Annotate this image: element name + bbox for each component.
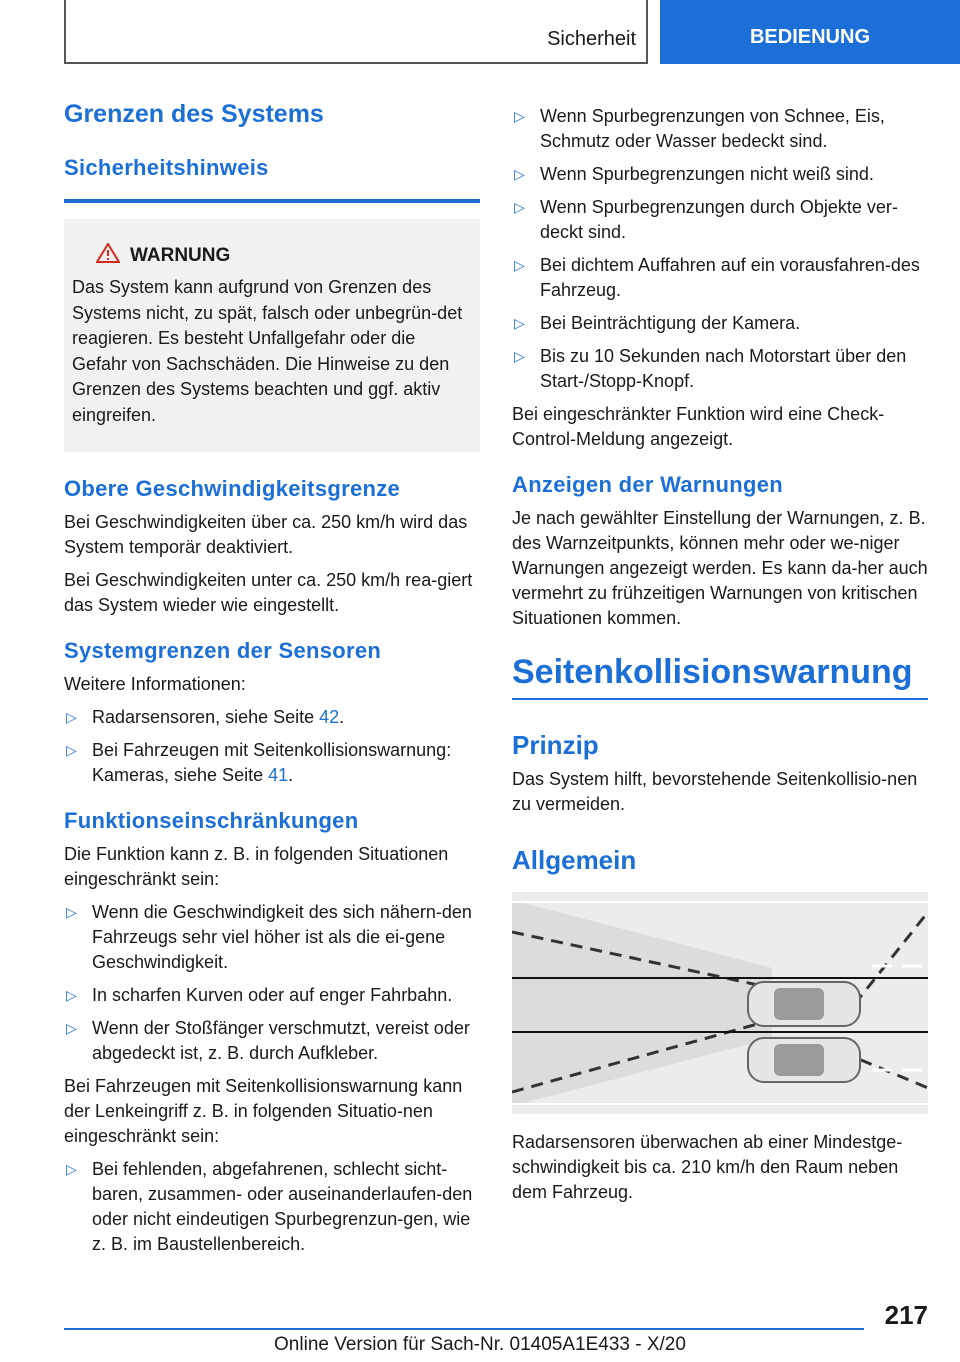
prinzip-text: Das System hilft, bevorstehende Seitenkollisio-nen zu vermeiden. — [512, 769, 918, 814]
speed-para-2: Bei Geschwindigkeiten unter ca. 250 km/h rea-giert das System wieder wie eingestellt. — [64, 570, 473, 615]
warning-box — [64, 219, 480, 452]
header-section: Sicherheit — [547, 28, 636, 50]
warning-header — [72, 243, 470, 269]
sensors-intro: Weitere Informationen: — [64, 674, 246, 694]
list-item: ▷ Wenn der Stoßfänger verschmutzt, vereist oder abgedeckt ist, z. B. durch Aufkleber. — [66, 1018, 470, 1063]
warning-triangle-icon — [96, 243, 120, 269]
divider — [64, 199, 480, 203]
list-item: ▷ Wenn Spurbegrenzungen von Schnee, Eis, Schmutz oder Wasser bedeckt sind. — [514, 106, 885, 151]
check-control-text: Bei eingeschränkter Funktion wird eine Check-Control-Meldung angezeigt. — [512, 404, 885, 449]
list-item: ▷ Bis zu 10 Sekunden nach Motorstart über den Start-/Stopp-Knopf. — [514, 346, 907, 391]
sensors-heading: Systemgrenzen der Sensoren — [64, 638, 382, 663]
triangle-bullet-icon: ▷ — [514, 166, 525, 182]
list-item: ▷ Wenn Spurbegrenzungen durch Objekte ver-deckt sind. — [514, 197, 898, 242]
triangle-bullet-icon: ▷ — [66, 1161, 77, 1177]
triangle-bullet-icon: ▷ — [66, 1020, 77, 1036]
list-item: ▷ Wenn die Geschwindigkeit des sich nähern-den Fahrzeugs sehr viel höher ist als die ei-gene Geschwindigkeit. — [66, 902, 472, 972]
page-link-41[interactable]: 41 — [268, 765, 289, 785]
steer-intro: Bei Fahrzeugen mit Seitenkollisionswarnung kann der Lenkeingriff z. B. in folgenden Situatio-nen eingeschränkt sein: — [64, 1076, 463, 1146]
right-column — [512, 104, 928, 1213]
right-list — [512, 104, 928, 394]
triangle-bullet-icon: ▷ — [514, 199, 525, 215]
speed-para-1: Bei Geschwindigkeiten über ca. 250 km/h wird das System temporär deaktiviert. — [64, 512, 468, 557]
list-item: ▷ Bei fehlenden, abgefahrenen, schlecht sicht-baren, zusammen- oder auseinanderlaufen-den oder nicht eindeutigen Spurbegrenzun-gen, wie z. B. im Baustellenbereich. — [66, 1159, 473, 1254]
list-item: ▷ Bei dichtem Auffahren auf ein vorausfahren-des Fahrzeug. — [514, 255, 920, 300]
list-item: ▷ In scharfen Kurven oder auf enger Fahrbahn. — [64, 983, 480, 1008]
limits-list — [64, 900, 480, 1066]
left-column — [64, 100, 480, 1265]
list-item: ▷ Wenn Spurbegrenzungen nicht weiß sind. — [512, 162, 928, 187]
radar-zones-diagram — [512, 892, 928, 1114]
triangle-bullet-icon: ▷ — [514, 348, 525, 364]
steer-list — [64, 1157, 480, 1257]
sensors-list — [64, 705, 480, 788]
footer-divider — [64, 1328, 864, 1330]
triangle-bullet-icon: ▷ — [514, 315, 525, 331]
list-item: ▷ Radarsensoren, siehe Seite 42. — [64, 705, 480, 730]
warning-label: WARNUNG — [130, 245, 231, 266]
subtitle-safety: Sicherheitshinweis — [64, 155, 269, 180]
illustration-caption: Radarsensoren überwachen ab einer Mindestge-schwindigkeit bis ca. 210 km/h den Raum neben dem Fahrzeug. — [512, 1132, 903, 1202]
chapter-title: Seitenkollisionswarnung — [512, 653, 928, 700]
list-item: ▷ Bei Beinträchtigung der Kamera. — [512, 311, 928, 336]
triangle-bullet-icon: ▷ — [66, 742, 77, 758]
car-side — [748, 1038, 860, 1082]
radar-illustration — [512, 892, 928, 1114]
speed-heading: Obere Geschwindigkeitsgrenze — [64, 476, 401, 501]
triangle-bullet-icon: ▷ — [66, 987, 77, 1003]
header-tab-label: BEDIENUNG — [749, 25, 870, 48]
page-number: 217 — [884, 1300, 928, 1330]
page-title: Grenzen des Systems — [64, 100, 324, 128]
warnings-text: Je nach gewählter Einstellung der Warnungen, z. B. des Warnzeitpunkts, können mehr oder we-niger Warnungen angezeigt werden. Es kann da-her auch vermehrt zu frühzeitigen Warnungen von kritischen Situationen kommen. — [512, 508, 928, 628]
allgemein-heading: Allgemein — [512, 845, 637, 875]
limits-heading: Funktionseinschränkungen — [64, 808, 359, 833]
prinzip-heading: Prinzip — [512, 730, 599, 760]
warnings-heading: Anzeigen der Warnungen — [512, 472, 784, 497]
page-link-42[interactable]: 42 — [319, 707, 340, 727]
footer-version: Online Version für Sach-Nr. 01405A1E433 - X/20 — [274, 1334, 686, 1355]
car-front — [748, 982, 860, 1026]
limits-intro: Die Funktion kann z. B. in folgenden Situationen eingeschränkt sein: — [64, 844, 449, 889]
warning-text: Das System kann aufgrund von Grenzen des Systems nicht, zu spät, falsch oder unbegrün-det reagieren. Es besteht Unfallgefahr oder die Gefahr von Sachschäden. Die Hinweise zu den Grenzen des Systems beachten und ggf. aktiv eingreifen. — [72, 277, 463, 425]
triangle-bullet-icon: ▷ — [66, 709, 77, 725]
triangle-bullet-icon: ▷ — [514, 257, 525, 273]
triangle-bullet-icon: ▷ — [514, 108, 525, 124]
list-item: ▷ Bei Fahrzeugen mit Seitenkollisionswarnung: Kameras, siehe Seite 41. — [66, 740, 452, 785]
header-tab[interactable] — [660, 0, 960, 64]
triangle-bullet-icon: ▷ — [66, 904, 77, 920]
